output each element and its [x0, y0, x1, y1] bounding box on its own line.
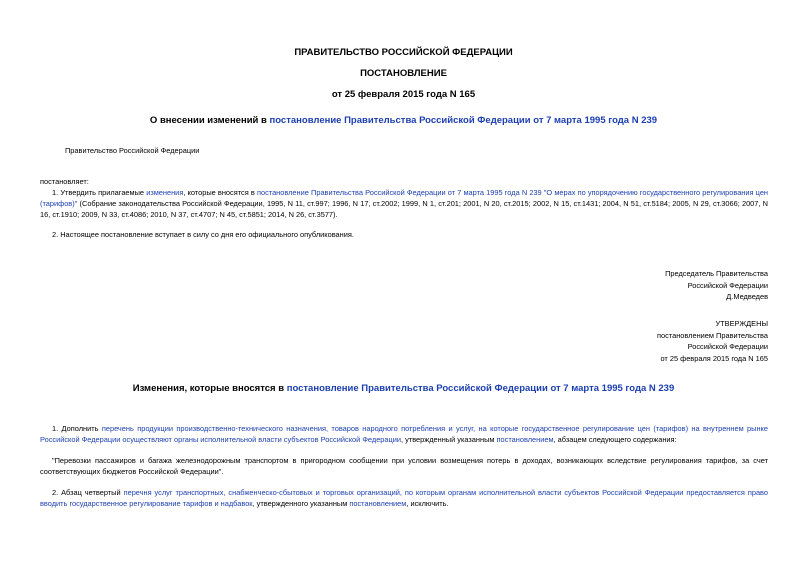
- c1-text-b: , утвержденный указанным: [401, 435, 497, 444]
- approved-line-3: Российской Федерации: [687, 342, 768, 351]
- signature-line-2: Российской Федерации: [687, 280, 768, 290]
- changes-title-link[interactable]: постановление Правительства Российской Федерации от 7 марта 1995 года N 239: [286, 383, 675, 394]
- signature-line-3: Д.Медведев: [726, 292, 768, 301]
- c2-text-c: , исключить.: [406, 499, 449, 508]
- paragraph-2: 2. Настоящее постановление вступает в силу со дня его официального опубликования.: [52, 230, 354, 239]
- c1-text-a: 1. Дополнить: [52, 424, 102, 433]
- intro-text: Правительство Российской Федерации: [65, 146, 200, 155]
- changes-link[interactable]: изменения: [146, 188, 184, 197]
- c2-text-b: , утвержденного указанным: [252, 499, 350, 508]
- document-title: [0, 115, 807, 126]
- doc-type-heading: ПОСТАНОВЛЕНИЕ: [360, 68, 447, 79]
- approved-block: [657, 318, 768, 364]
- changes-title-prefix: Изменения, которые вносятся в: [132, 383, 287, 394]
- signature-block: [665, 268, 768, 303]
- products-list-link[interactable]: перечень продукции производственно-технического назначения, товаров народного потребления и услуг, на которые государственное регулирование цен (тарифов) на внутреннем рынке Российской Федерации осуществляют органы исполнительной власти субъектов Российской Федерации: [40, 424, 768, 444]
- signature-line-1: Председатель Правительства: [665, 269, 768, 278]
- c1-text-c: , абзацем следующего содержания:: [553, 435, 677, 444]
- government-heading: ПРАВИТЕЛЬСТВО РОССИЙСКОЙ ФЕДЕРАЦИИ: [294, 47, 513, 58]
- services-list-link[interactable]: перечня услуг транспортных, снабженческо-сбытовых и торговых организаций, по которым органам исполнительной власти субъектов Российской Федерации предоставляется право вводить государственное регулирование тарифов и надбавок: [40, 488, 769, 508]
- c2-resolution-link[interactable]: постановлением: [349, 499, 407, 508]
- change-2: [40, 487, 768, 509]
- paragraph-1: [40, 187, 768, 220]
- change-1: [40, 423, 768, 445]
- p1-text-a: 1. Утвердить прилагаемые: [52, 188, 147, 197]
- title-prefix: О внесении изменений в: [149, 115, 270, 126]
- title-link[interactable]: постановление Правительства Российской Федерации от 7 марта 1995 года N 239: [269, 115, 658, 126]
- decrees-text: постановляет:: [40, 177, 89, 186]
- changes-title: [0, 383, 807, 394]
- approved-line-1: УТВЕРЖДЕНЫ: [715, 319, 768, 328]
- approved-line-4: от 25 февраля 2015 года N 165: [660, 353, 768, 363]
- c2-text-a: 2. Абзац четвертый: [52, 488, 124, 497]
- p1-text-b: , которые вносятся в: [183, 188, 257, 197]
- p1-text-c: (Собрание законодательства Российской Федерации, 1995, N 11, ст.997; 1996, N 17, ст.2002; 1999, N 1, ст.201; 2001, N 20, ст.2015; 2002, N 15, ст.1431; 2004, N 51, ст.5184; 2005, N 29, ст.3066; 2007, N 16, ст.1910; 2009, N 33, ст.4086; 2010, N 37, ст.4707; N 45, ст.5851; 2014, N 26, ст.3577).: [40, 199, 768, 219]
- c1-resolution-link[interactable]: постановлением: [496, 435, 554, 444]
- date-number-heading: от 25 февраля 2015 года N 165: [331, 89, 476, 100]
- quote-paragraph: "Перевозки пассажиров и багажа железнодорожным транспортом в пригородном сообщении при условии возмещения потерь в доходах, возникающих вследствие регулирования тарифов, за счет соответствующих бюджетов Российской Федерации".: [40, 456, 768, 476]
- resolution-239-link[interactable]: постановление Правительства Российской Федерации от 7 марта 1995 года N 239 "О мерах по упорядочению государственного регулирования цен (тарифов)": [40, 188, 769, 208]
- approved-line-2: постановлением Правительства: [657, 330, 768, 340]
